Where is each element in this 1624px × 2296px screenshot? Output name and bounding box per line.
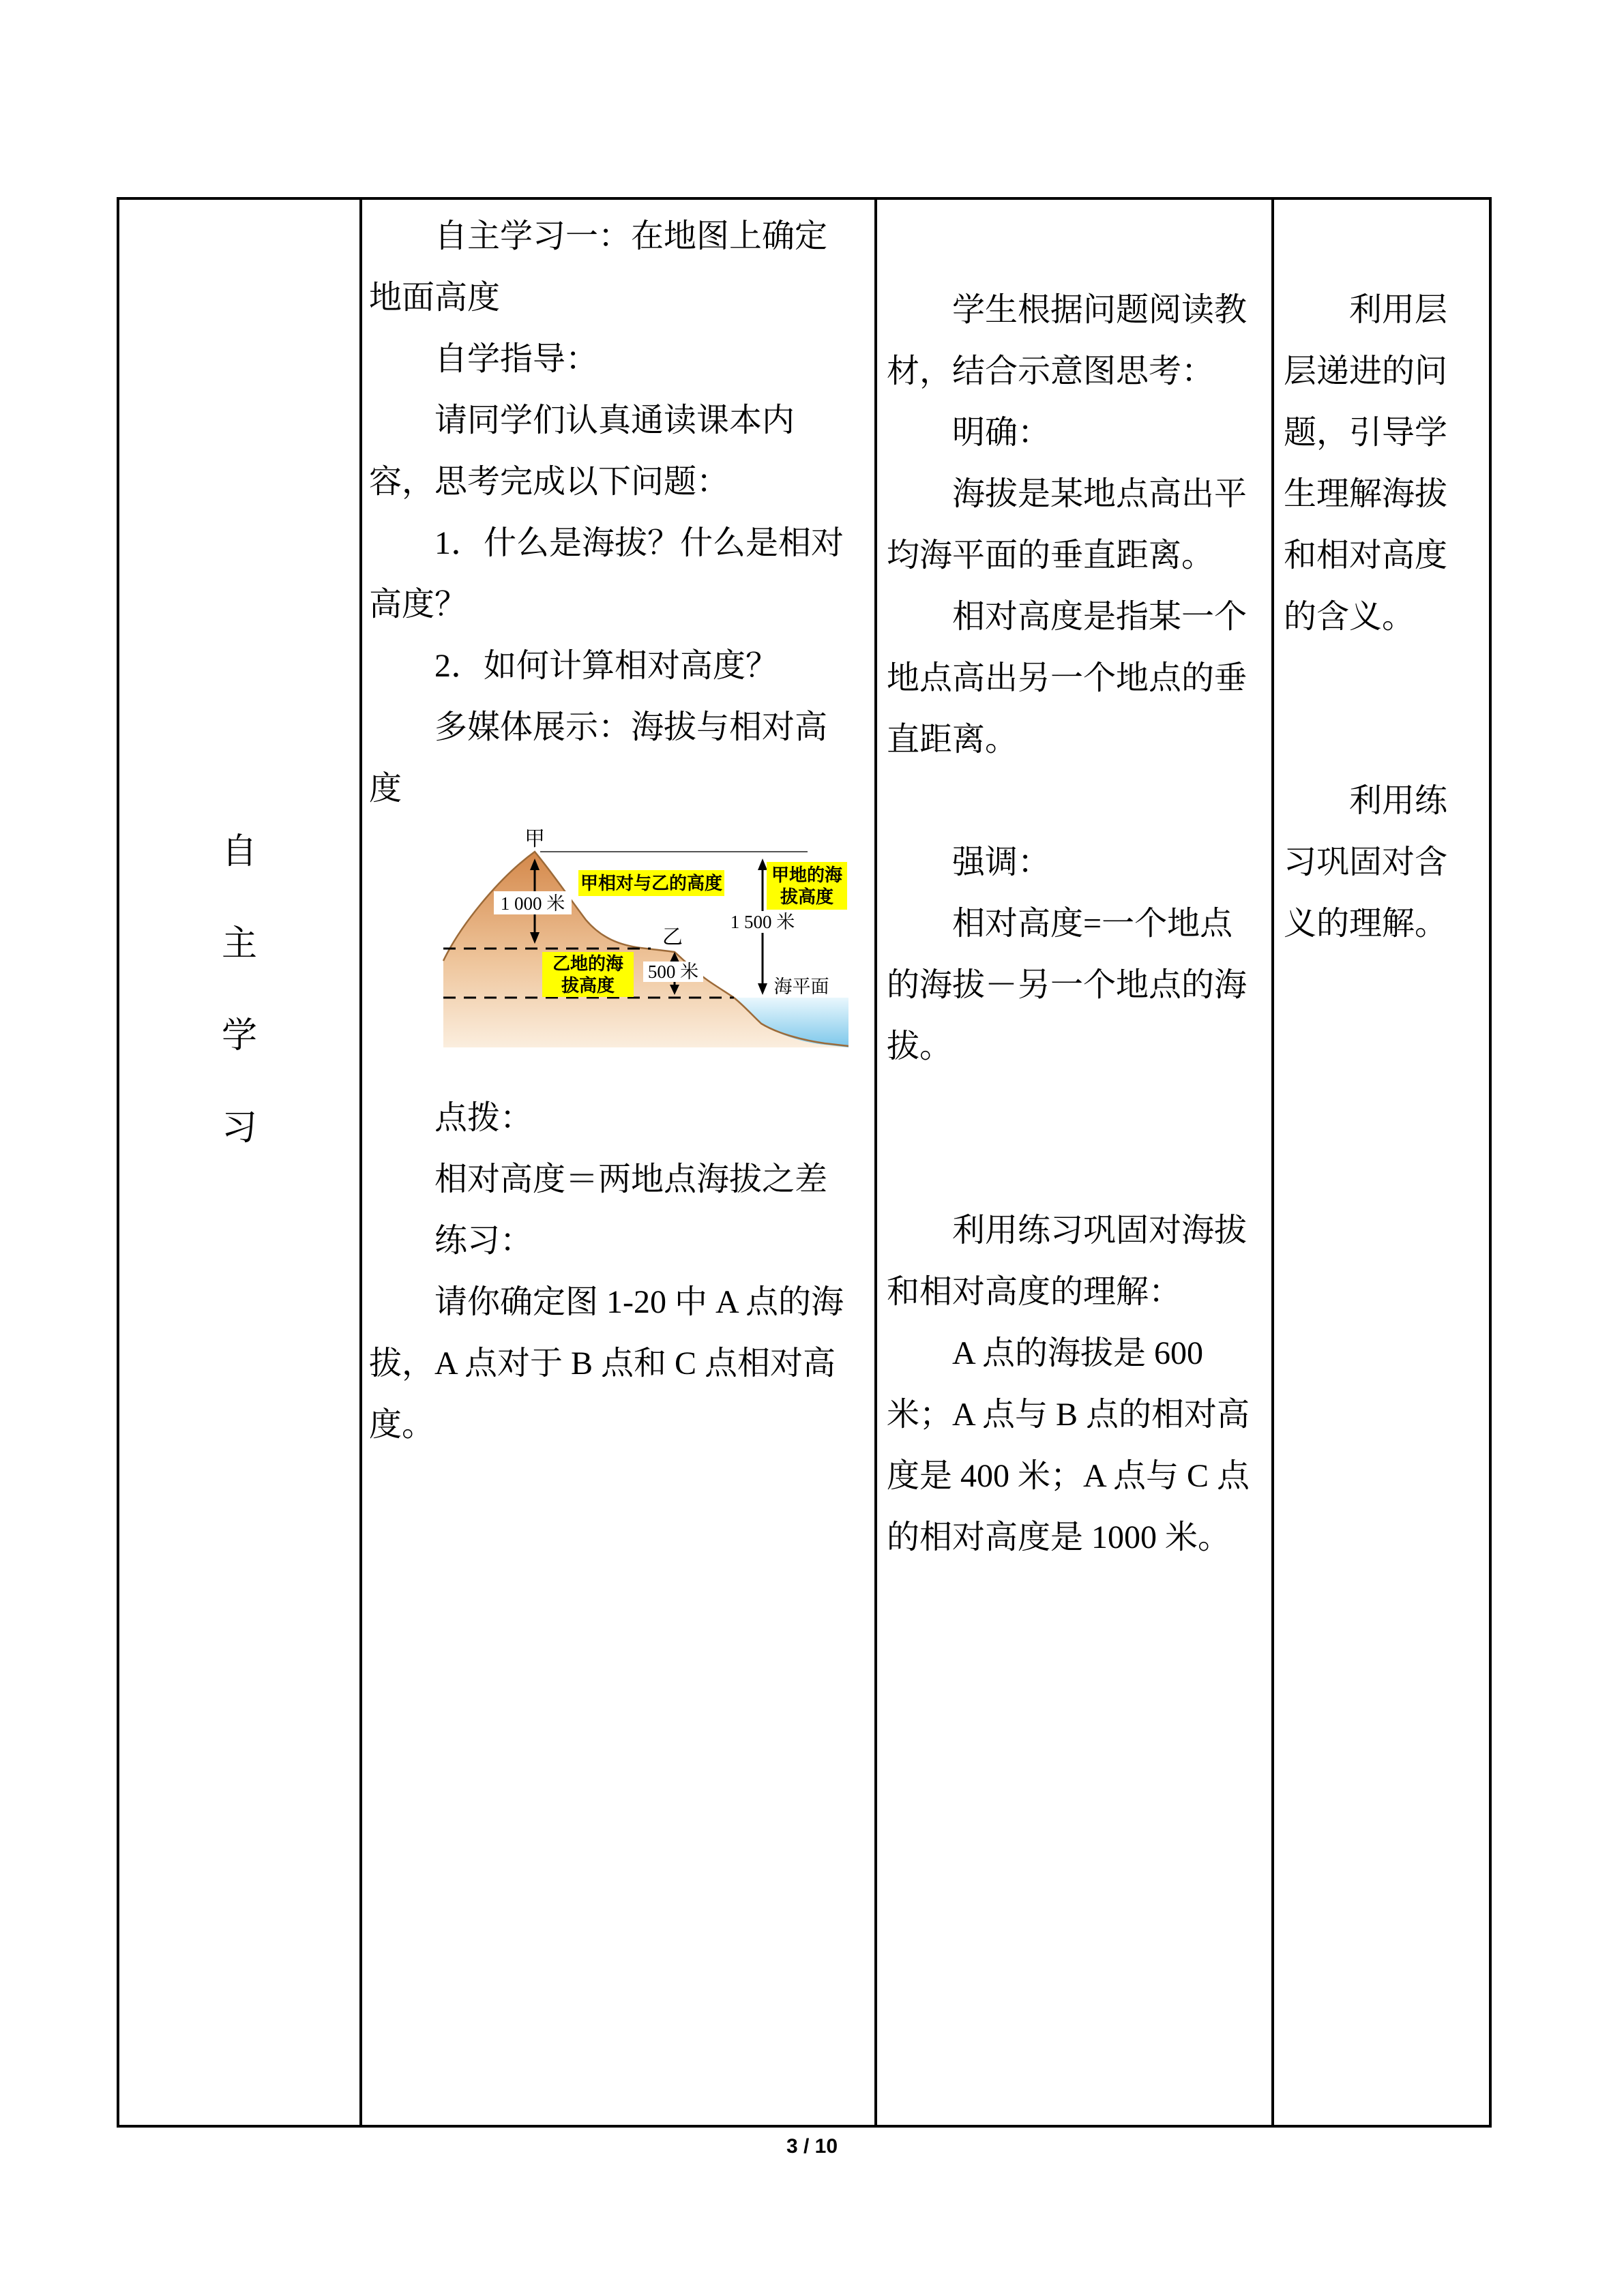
- row-title-char: 习: [221, 1109, 257, 1148]
- text-line: 和相对高度: [1284, 537, 1448, 573]
- text-line: 题，引导学: [1284, 415, 1448, 451]
- mid-point-label: 乙: [662, 926, 683, 949]
- blank-line: [887, 1077, 1271, 1139]
- student-activity-cell: [874, 200, 1271, 2125]
- text-line: A 点的海拔是 600: [952, 1335, 1204, 1371]
- text-line: 学生根据问题阅读教: [952, 292, 1247, 328]
- blank-line: [1284, 648, 1494, 709]
- text-line: 度是 400 米；A 点与 C 点: [887, 1458, 1250, 1494]
- height-1500m-label: 1 500 米: [730, 912, 795, 932]
- elevation-diagram-svg: [426, 794, 848, 1067]
- text-line: 拔，A 点对于 B 点和 C 点相对高: [369, 1345, 836, 1382]
- blank-line: [887, 771, 1271, 832]
- text-line: 请你确定图 1-20 中 A 点的海: [434, 1284, 844, 1320]
- text-line: 练习：: [434, 1223, 533, 1259]
- text-line: 自主学习一：在地图上确定: [434, 218, 828, 254]
- text-line: 请同学们认真通读课本内: [434, 402, 795, 438]
- text-line: 直距离。: [887, 721, 1018, 758]
- text-line: 的相对高度是 1000 米。: [887, 1519, 1231, 1555]
- teaching-content-cell: [359, 200, 874, 2125]
- sea-level-label: 海平面: [773, 976, 829, 997]
- text-line: 地面高度: [369, 280, 501, 316]
- text-line: 相对高度是指某一个: [952, 599, 1247, 635]
- text-line: 多媒体展示：海拔与相对高: [434, 709, 828, 745]
- text-line: 和相对高度的理解：: [887, 1274, 1182, 1310]
- mid-elevation-label-line2: 拔高度: [561, 976, 615, 996]
- row-title-char: 主: [221, 925, 257, 964]
- text-line: 习巩固对含: [1284, 844, 1448, 880]
- text-line: 度: [369, 771, 402, 807]
- height-1000m-label: 1 000 米: [500, 893, 565, 914]
- text-line: 容，思考完成以下问题：: [369, 464, 730, 500]
- text-line: 米；A 点与 B 点的相对高: [887, 1397, 1250, 1433]
- student-activity-text: [877, 200, 1271, 1568]
- blank-line: [887, 1139, 1271, 1200]
- arrowhead-icon: [758, 859, 767, 870]
- text-line: 1．什么是海拔？什么是相对: [434, 525, 844, 561]
- peak-elevation-label-line1: 甲地的海: [771, 865, 843, 885]
- text-line: 自学指导：: [434, 341, 599, 377]
- text-line: 地点高出另一个地点的垂: [887, 660, 1247, 696]
- design-intent-text: [1274, 200, 1494, 955]
- text-line: 的含义。: [1284, 599, 1415, 635]
- blank-line: [1284, 709, 1494, 771]
- text-line: 义的理解。: [1284, 906, 1448, 942]
- row-title-char: 自: [221, 833, 257, 871]
- peak-point-label: 甲: [525, 828, 545, 850]
- row-title-char: 学: [221, 1017, 257, 1056]
- text-line: 相对高度=一个地点: [952, 906, 1233, 942]
- text-line: 高度？: [369, 586, 468, 623]
- text-line: 强调：: [952, 844, 1051, 880]
- elevation-diagram: [426, 794, 848, 1067]
- text-line: 材，结合示意图思考：: [887, 353, 1215, 389]
- text-line: 的海拔－另一个地点的海: [887, 967, 1247, 1003]
- text-line: 生理解海拔: [1284, 476, 1448, 512]
- peak-elevation-label-line2: 拔高度: [780, 887, 834, 907]
- text-line: 层递进的问: [1284, 353, 1448, 389]
- vertical-row-title: [119, 822, 359, 1159]
- text-line: 均海平面的垂直距离。: [887, 537, 1215, 573]
- text-line: 利用练: [1349, 783, 1448, 819]
- text-line: 利用层: [1349, 292, 1448, 328]
- text-line: 拔。: [887, 1028, 953, 1064]
- text-line: 利用练习巩固对海拔: [952, 1212, 1247, 1249]
- text-line: 2．如何计算相对高度？: [434, 648, 779, 684]
- mid-elevation-label-line1: 乙地的海: [552, 954, 624, 974]
- height-500m-label: 500 米: [647, 961, 699, 982]
- text-line: 海拔是某地点高出平: [952, 476, 1247, 512]
- arrowhead-icon: [758, 983, 767, 995]
- lesson-plan-table: [117, 197, 1492, 2128]
- page-number: 3 / 10: [786, 2135, 838, 2158]
- text-line: 明确：: [952, 415, 1051, 451]
- text-line: 度。: [369, 1407, 435, 1443]
- text-line: 点拨：: [434, 1100, 533, 1136]
- row-header-cell: [119, 200, 359, 2125]
- design-intent-cell: [1271, 200, 1494, 2125]
- relative-height-label: 甲相对与乙的高度: [580, 874, 723, 893]
- text-line: 相对高度＝两地点海拔之差: [434, 1161, 828, 1197]
